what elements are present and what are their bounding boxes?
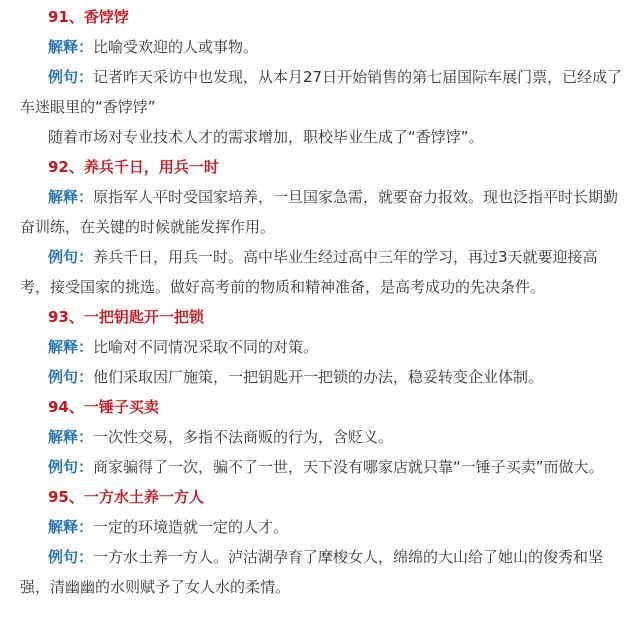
example-extra: [20, 122, 624, 152]
example: [20, 542, 624, 602]
explanation-label: 解释：: [48, 338, 94, 356]
entry-title: 93、一把钥匙开一把锁: [48, 308, 204, 326]
example-label: 例句：: [48, 458, 94, 476]
entry-95: [20, 482, 624, 602]
explanation-text: 原指军人平时受国家培养，一旦国家急需，就要奋力报效。现也泛指平时长期勤奋训练，在关键的时候就能发挥作用。: [20, 188, 619, 236]
explanation-text: 比喻受欢迎的人或事物。: [93, 38, 259, 56]
explanation: [20, 182, 624, 242]
example-extra-text: 随着市场对专业技术人才的需求增加，职校毕业生成了“香饽饽”。: [48, 128, 484, 146]
explanation: [20, 512, 624, 542]
entry-93: [20, 302, 624, 392]
entry-title: 95、一方水土养一方人: [48, 488, 204, 506]
example-text: 商家骗得了一次，骗不了一世，天下没有哪家店就只靠“一锤子买卖”而做大。: [93, 458, 604, 476]
explanation-label: 解释：: [48, 188, 94, 206]
explanation: [20, 422, 624, 452]
example-label: 例句：: [48, 548, 94, 566]
entry-94: [20, 392, 624, 482]
example: [20, 362, 624, 392]
example-text: 记者昨天采访中也发现，从本月27日开始销售的第七届国际车展门票，已经成了车迷眼里的“香饽饽”: [20, 68, 623, 116]
example: [20, 242, 624, 302]
example-text: 一方水土养一方人。泸沽湖孕育了摩梭女人，绵绵的大山给了她山的俊秀和坚强，清幽幽的水则赋予了女人水的柔情。: [20, 548, 604, 596]
entry-title: 94、一锤子买卖: [48, 398, 159, 416]
entry-91: [20, 2, 624, 152]
example-text: 养兵千日，用兵一时。高中毕业生经过高中三年的学习，再过3天就要迎接高考，接受国家的挑选。做好高考前的物质和精神准备，是高考成功的先决条件。: [20, 248, 598, 296]
example-label: 例句：: [48, 68, 94, 86]
explanation-label: 解释：: [48, 518, 94, 536]
explanation-text: 比喻对不同情况采取不同的对策。: [93, 338, 319, 356]
explanation-text: 一定的环境造就一定的人才。: [93, 518, 289, 536]
example: [20, 452, 624, 482]
entry-92: [20, 152, 624, 302]
example-text: 他们采取因厂施策，一把钥匙开一把锁的办法，稳妥转变企业体制。: [93, 368, 544, 386]
explanation-text: 一次性交易，多指不法商贩的行为，含贬义。: [93, 428, 394, 446]
entry-title: 92、养兵千日，用兵一时: [48, 158, 219, 176]
explanation-label: 解释：: [48, 428, 94, 446]
example: [20, 62, 624, 122]
explanation: [20, 332, 624, 362]
entry-title: 91、香饽饽: [48, 8, 129, 26]
example-label: 例句：: [48, 368, 94, 386]
explanation: [20, 32, 624, 62]
example-label: 例句：: [48, 248, 94, 266]
explanation-label: 解释：: [48, 38, 94, 56]
